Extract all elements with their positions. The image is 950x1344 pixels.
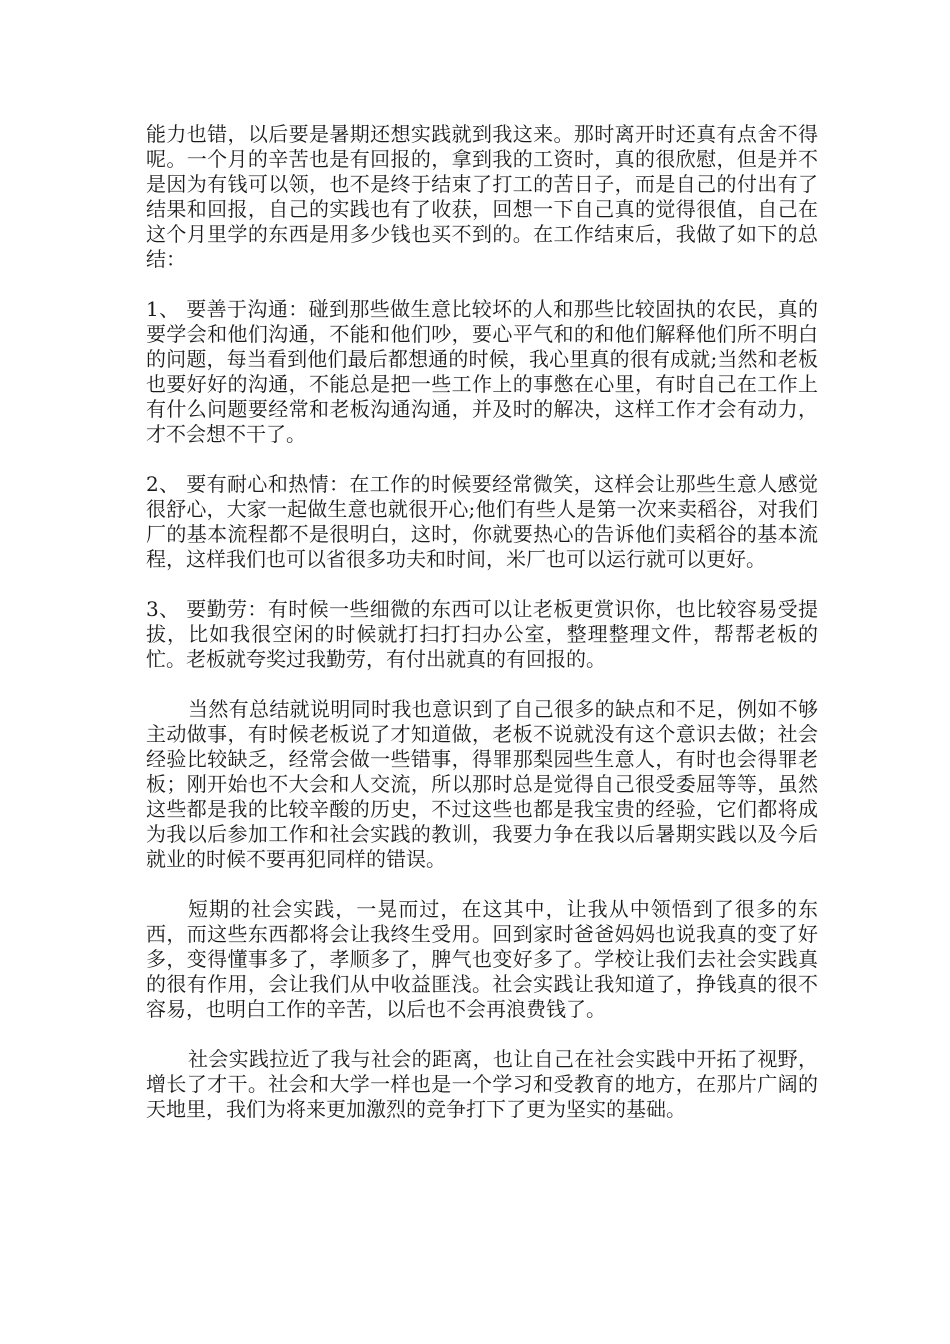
paragraph-conclusion: 社会实践拉近了我与社会的距离，也让自己在社会实践中开拓了视野，增长了才干。社会和大学一样也是一个学习和受教育的地方，在那片广阔的天地里，我们为将来更加激烈的竞争打下了更为坚实的基础。 [146,1047,818,1121]
document-body [146,122,818,1147]
paragraph-point-3: 3、 要勤劳：有时候一些细微的东西可以让老板更赏识你，也比较容易受提拔，比如我很空闲的时候就打扫打扫办公室，整理整理文件，帮帮老板的忙。老板就夸奖过我勤劳，有付出就真的有回报的。 [146,597,818,671]
paragraph-shortcomings: 当然有总结就说明同时我也意识到了自己很多的缺点和不足，例如不够主动做事，有时候老板说了才知道做，老板不说就没有这个意识去做；社会经验比较缺乏，经常会做一些错事，得罪那梨园些生意人，有时也会得罪老板；刚开始也不大会和人交流，所以那时总是觉得自己很受委屈等等，虽然这些都是我的比较辛酸的历史，不过这些也都是我宝贵的经验，它们都将成为我以后参加工作和社会实践的教训，我要力争在我以后暑期实践以及今后就业的时候不要再犯同样的错误。 [146,697,818,871]
paragraph-point-2: 2、 要有耐心和热情：在工作的时候要经常微笑，这样会让那些生意人感觉很舒心，大家一起做生意也就很开心;他们有些人是第一次来卖稻谷，对我们厂的基本流程都不是很明白，这时，你就要热心的告诉他们卖稻谷的基本流程，这样我们也可以省很多功夫和时间，米厂也可以运行就可以更好。 [146,472,818,571]
paragraph-point-1: 1、 要善于沟通：碰到那些做生意比较坏的人和那些比较固执的农民，真的要学会和他们沟通，不能和他们吵，要心平气和的和他们解释他们所不明白的问题，每当看到他们最后都想通的时候，我心里真的很有成就;当然和老板也要好好的沟通，不能总是把一些工作上的事憋在心里，有时自己在工作上有什么问题要经常和老板沟通沟通，并及时的解决，这样工作才会有动力，才不会想不干了。 [146,297,818,446]
paragraph-intro: 能力也错，以后要是暑期还想实践就到我这来。那时离开时还真有点舍不得呢。一个月的辛苦也是有回报的，拿到我的工资时，真的很欣慰，但是并不是因为有钱可以领，也不是终于结束了打工的苦日子，而是自己的付出有了结果和回报，自己的实践也有了收获，回想一下自己真的觉得很值，自己在这个月里学的东西是用多少钱也买不到的。在工作结束后，我做了如下的总结： [146,122,818,271]
paragraph-gains: 短期的社会实践，一晃而过，在这其中，让我从中领悟到了很多的东西，而这些东西都将会让我终生受用。回到家时爸爸妈妈也说我真的变了好多，变得懂事多了，孝顺多了，脾气也变好多了。学校让我们去社会实践真的很有作用，会让我们从中收益匪浅。社会实践让我知道了，挣钱真的很不容易，也明白工作的辛苦，以后也不会再浪费钱了。 [146,897,818,1021]
